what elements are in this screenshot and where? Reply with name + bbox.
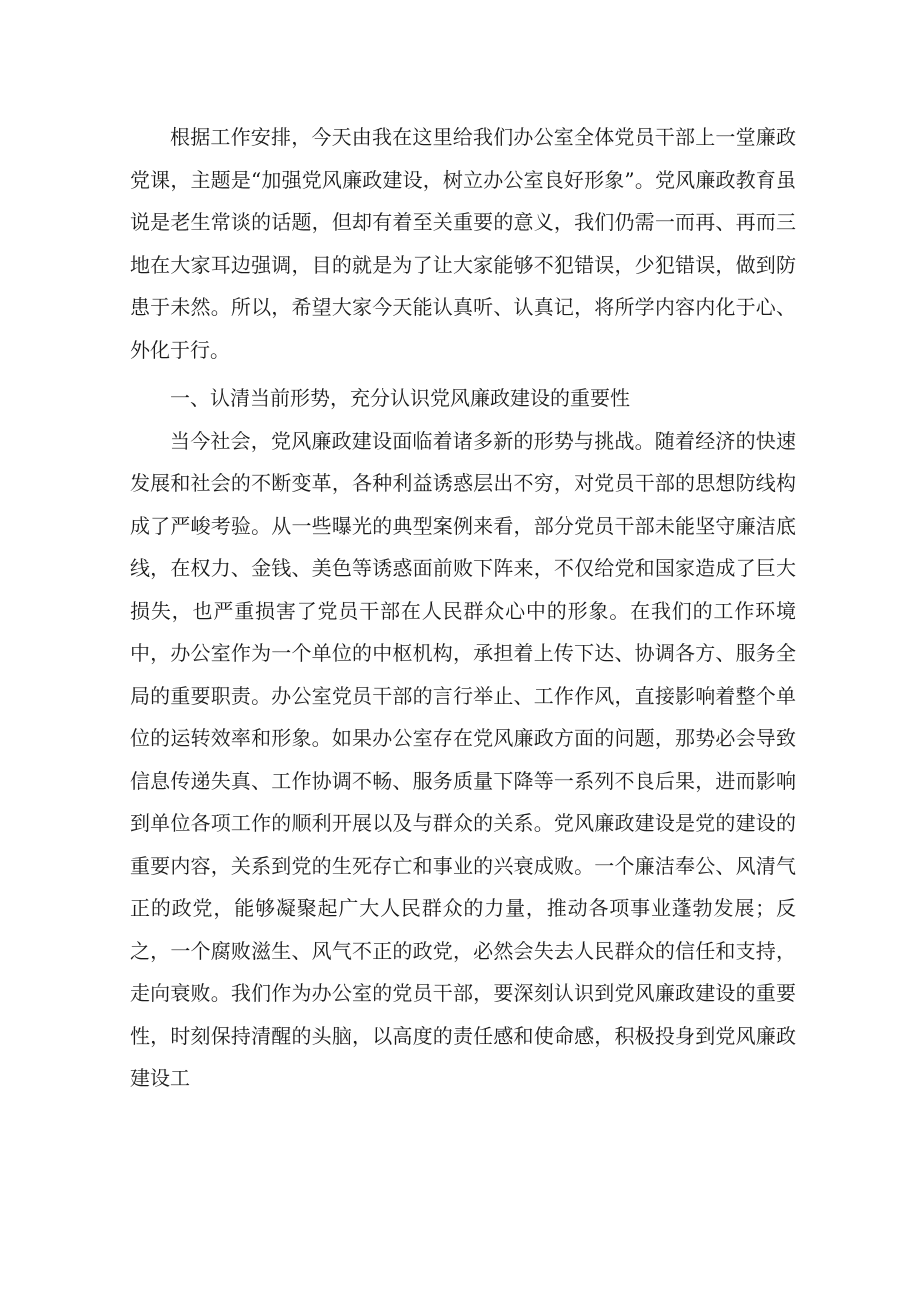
section-heading: 一、认清当前形势，充分认识党风廉政建设的重要性	[170, 386, 630, 410]
body-paragraph: 当今社会，党风廉政建设面临着诸多新的形势与挑战。随着经济的快速发展和社会的不断变革，各种利益诱惑层出不穷，对党员干部的思想防线构成了严峻考验。从一些曝光的典型案例来看，部分党员干部未能坚守廉洁底线，在权力、金钱、美色等诱惑面前败下阵来，不仅给党和国家造成了巨大损失，也严重损害了党员干部在人民群众心中的形象。在我们的工作环境中，办公室作为一个单位的中枢机构，承担着上传下达、协调各方、服务全局的重要职责。办公室党员干部的言行举止、工作作风，直接影响着整个单位的运转效率和形象。如果办公室存在党风廉政方面的问题，那势必会导致信息传递失真、工作协调不畅、服务质量下降等一系列不良后果，进而影响到单位各项工作的顺利开展以及与群众的关系。党风廉政建设是党的建设的重要内容，关系到党的生死存亡和事业的兴衰成败。一个廉洁奉公、风清气正的政党，能够凝聚起广大人民群众的力量，推动各项事业蓬勃发展；反之，一个腐败滋生、风气不正的政党，必然会失去人民群众的信任和支持，走向衰败。我们作为办公室的党员干部，要深刻认识到党风廉政建设的重要性，时刻保持清醒的头脑，以高度的责任感和使命感，积极投身到党风廉政建设工	[130, 428, 796, 1090]
document-body	[130, 116, 796, 1100]
intro-paragraph: 根据工作安排，今天由我在这里给我们办公室全体党员干部上一堂廉政党课，主题是“加强党风廉政建设，树立办公室良好形象”。党风廉政教育虽说是老生常谈的话题，但却有着至关重要的意义，我们仍需一而再、再而三地在大家耳边强调，目的就是为了让大家能够不犯错误，少犯错误，做到防患于未然。所以，希望大家今天能认真听、认真记，将所学内容内化于心、外化于行。	[130, 125, 796, 362]
